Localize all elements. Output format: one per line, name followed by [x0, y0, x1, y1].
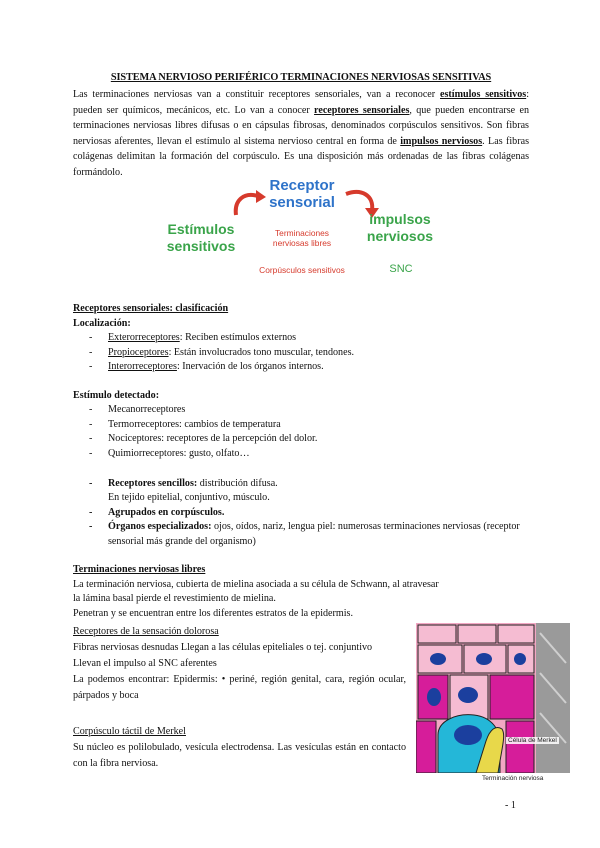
diagram-receptor-label: Receptor sensorial	[269, 177, 335, 211]
document-title: SISTEMA NERVIOSO PERIFÉRICO TERMINACIONES NERVIOSAS SENSITIVAS	[110, 72, 492, 83]
localizacion-term: Interorreceptores	[108, 361, 177, 373]
epithelial-cell	[458, 625, 496, 643]
libres-line: Penetran y se encuentran entre los diferentes estratos de la epidermis.	[73, 607, 353, 619]
localizacion-item	[73, 346, 533, 361]
estimulo-text: Mecanorreceptores	[108, 404, 186, 416]
dash-marker: -	[89, 477, 93, 489]
estimulo-item	[73, 418, 533, 433]
dash-marker: -	[89, 521, 93, 533]
intro-text-2: : pueden ser químicos, mecánicos, etc. Lo van a conocer	[73, 89, 529, 116]
dash-marker: -	[89, 448, 93, 460]
grey-region	[536, 623, 570, 773]
tipo-desc: distribución difusa.	[197, 477, 278, 489]
dash-marker: -	[89, 346, 93, 358]
localizacion-desc: : Están involucrados tono muscular, tendones.	[168, 346, 355, 358]
tipo-term: Órganos especializados:	[108, 521, 212, 533]
keyword-estimulos: estímulos sensitivos	[440, 89, 527, 100]
libres-line: la lámina basal pierde el revestimiento de mielina.	[73, 593, 276, 604]
estimulo-heading: Estímulo detectado:	[73, 389, 160, 401]
estimulo-item	[73, 403, 533, 418]
epithelial-cell	[418, 625, 456, 643]
dolorosa-line: Llevan el impulso al SNC aferentes	[73, 658, 217, 669]
merkel-heading: Corpúsculo táctil de Merkel	[73, 726, 186, 737]
merkel-text: Su núcleo es polilobulado, vesícula electrodensa. Las vesículas están en contacto con la fibra nerviosa.	[73, 742, 406, 769]
cell-nucleus	[514, 653, 526, 665]
dash-marker: -	[89, 418, 93, 430]
page-number: - 1	[505, 800, 516, 811]
localizacion-item	[73, 360, 533, 375]
merkel-section	[73, 724, 406, 772]
dolorosa-line: La podemos encontrar: Epidermis: • periné, región genital, cara, región ocular, párpados y boca	[73, 674, 406, 701]
localizacion-list	[73, 331, 533, 375]
localizacion-term: Exterorreceptores	[108, 332, 180, 343]
dash-marker: -	[89, 332, 93, 343]
keyword-impulsos: impulsos nerviosos	[400, 135, 483, 147]
tipos-list	[73, 477, 533, 550]
clasificacion-heading: Receptores sensoriales: clasificación	[73, 303, 229, 314]
estimulo-text: Termorreceptores: cambios de temperatura	[108, 418, 281, 430]
clasificacion-section	[73, 302, 533, 550]
merkel-histology-figure	[416, 623, 570, 773]
epithelial-cell	[506, 721, 534, 773]
dolorosa-line: Fibras nerviosas desnudas Llegan a las células epiteliales o tej. conjuntivo	[73, 642, 373, 653]
tipo-item	[73, 506, 533, 521]
cell-nucleus	[458, 687, 478, 703]
dash-marker: -	[89, 433, 93, 445]
cell-nucleus	[476, 653, 492, 665]
estimulo-text: Nociceptores: receptores de la percepción del dolor.	[108, 433, 318, 445]
diagram-impulsos-label: impulsos nerviosos	[366, 211, 434, 244]
tipo-item	[73, 477, 533, 506]
libres-line: La terminación nerviosa, cubierta de mielina asociada a su célula de Schwann, al atravesar	[73, 578, 439, 590]
intro-text-3: , que pueden encontrarse en terminaciones nerviosas libres difusas o en cápsulas fibrosas, denominados corpúsculos sensitivos. Son fibras nerviosas aferentes, llevan el estímulo al sistema nervioso central en forma de	[73, 104, 530, 147]
epithelial-cell	[416, 721, 436, 773]
tipo-desc: ojos, oídos, nariz, lengua piel: numerosas terminaciones nerviosas (receptor sensorial más grande del organismo)	[108, 521, 520, 548]
merkel-nucleus	[454, 725, 482, 745]
estimulo-item	[73, 447, 533, 462]
dolorosa-heading: Receptores de la sensación dolorosa	[73, 626, 219, 637]
estimulo-list	[73, 403, 533, 461]
cell-nucleus	[430, 653, 446, 665]
libres-section	[73, 563, 533, 621]
localizacion-item	[73, 331, 533, 346]
dolorosa-section	[73, 624, 406, 704]
tipo-item	[73, 520, 533, 549]
cell-nucleus	[427, 688, 441, 706]
right-arrow	[346, 192, 372, 210]
keyword-receptores: receptores sensoriales	[314, 104, 410, 116]
estimulo-text: Quimiorreceptores: gusto, olfato…	[108, 448, 250, 460]
libres-heading: Terminaciones nerviosas libres	[73, 564, 206, 575]
diagram-corpusculos-label: Corpúsculos sensitivos	[259, 265, 345, 275]
caption-nerve-ending: Terminación nerviosa	[482, 775, 544, 782]
intro-text-4: . Las fibras colágenas delimitan la formación del corpúsculo. Es una disposición más ordenadas de las fibras colágenas formándolo.	[73, 135, 529, 178]
tipo-term: Agrupados en corpúsculos.	[108, 506, 225, 518]
localizacion-desc: : Reciben estímulos externos	[179, 332, 297, 343]
diagram-estimulos-label: Estímulos sensitivos	[166, 221, 236, 254]
dash-marker: -	[89, 506, 93, 518]
tipo-term: Receptores sencillos:	[108, 477, 198, 489]
diagram-snc-label: SNC	[389, 263, 413, 275]
intro-text-1: Las terminaciones nerviosas van a constituir receptores sensoriales, van a reconocer	[73, 89, 441, 100]
left-arrow	[236, 195, 258, 215]
tipo-extra: En tejido epitelial, conjuntivo, músculo.	[108, 492, 270, 504]
diagram-terminaciones-label: Terminaciones nerviosas libres	[272, 228, 332, 248]
localizacion-heading: Localización:	[73, 317, 131, 329]
localizacion-desc: : Inervación de los órganos internos.	[176, 361, 324, 373]
epithelial-cell	[498, 625, 534, 643]
estimulo-item	[73, 432, 533, 447]
localizacion-term: Propioceptores	[108, 346, 169, 358]
dash-marker: -	[89, 361, 93, 373]
caption-merkel-cell: Célula de Merkel	[508, 737, 557, 744]
dash-marker: -	[89, 404, 93, 416]
epithelial-cell	[490, 675, 534, 719]
